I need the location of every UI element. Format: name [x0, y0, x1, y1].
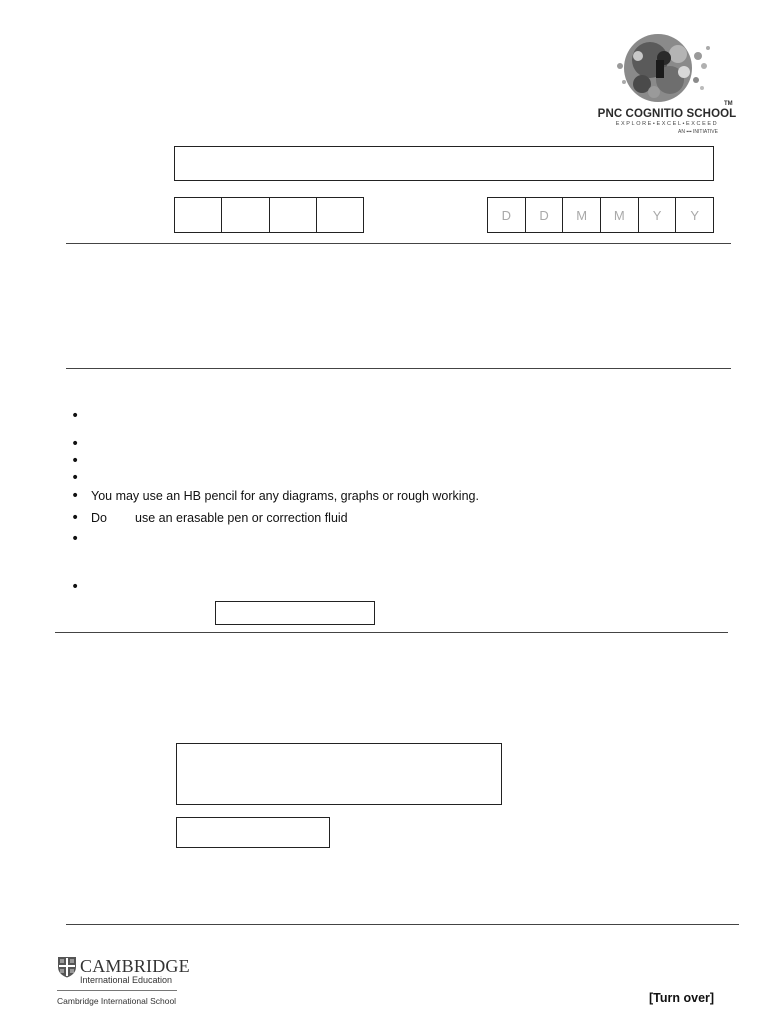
turn-over-label: [Turn over] [649, 991, 715, 1005]
date-cell-day[interactable]: D [488, 198, 526, 232]
centre-number-grid [174, 197, 364, 233]
cambridge-shield-icon [57, 956, 77, 978]
bullet-icon: • [71, 510, 80, 526]
bullet-icon: • [71, 453, 80, 469]
instruction-erasable-pen: use an erasable pen or correction fluid [135, 511, 348, 525]
date-cell-month[interactable]: M [563, 198, 601, 232]
bullet-icon: • [71, 579, 80, 595]
date-cell-day[interactable]: D [526, 198, 564, 232]
date-cell-year[interactable]: Y [639, 198, 677, 232]
centre-number-cell[interactable] [222, 198, 269, 232]
centre-number-cell[interactable] [175, 198, 222, 232]
info-box [176, 743, 502, 805]
centre-number-cell[interactable] [317, 198, 363, 232]
cambridge-school-label: Cambridge International School [57, 996, 177, 1006]
school-initiative: AN ▪▪▪ INITIATIVE [678, 129, 718, 135]
cambridge-wordmark: CAMBRIDGE [80, 956, 190, 976]
info-box-small [176, 817, 330, 848]
date-cell-year[interactable]: Y [690, 207, 700, 223]
bullet-icon: • [71, 488, 80, 504]
date-cell-month[interactable]: M [601, 198, 639, 232]
centre-number-cell[interactable] [270, 198, 317, 232]
trademark: TM [724, 101, 733, 107]
cambridge-divider [57, 990, 177, 991]
divider-rule [55, 632, 728, 633]
instruction-do: Do [91, 511, 107, 525]
date-grid [487, 197, 714, 233]
divider-rule [66, 243, 731, 244]
bullet-icon: • [71, 408, 80, 424]
bullet-icon: • [71, 470, 80, 486]
school-tagline: EXPLORE•EXCEL•EXCEED [615, 121, 719, 127]
candidate-name-box[interactable] [174, 146, 714, 181]
divider-rule [66, 924, 739, 925]
bullet-icon: • [71, 436, 80, 452]
divider-rule [66, 368, 731, 369]
bullet-icon: • [71, 531, 80, 547]
answer-box-small [215, 601, 375, 625]
school-name: PNC COGNITIO SCHOOL [597, 108, 737, 120]
cambridge-subtitle: International Education [80, 975, 173, 985]
instruction-pencil: You may use an HB pencil for any diagrams, graphs or rough working. [91, 489, 479, 503]
